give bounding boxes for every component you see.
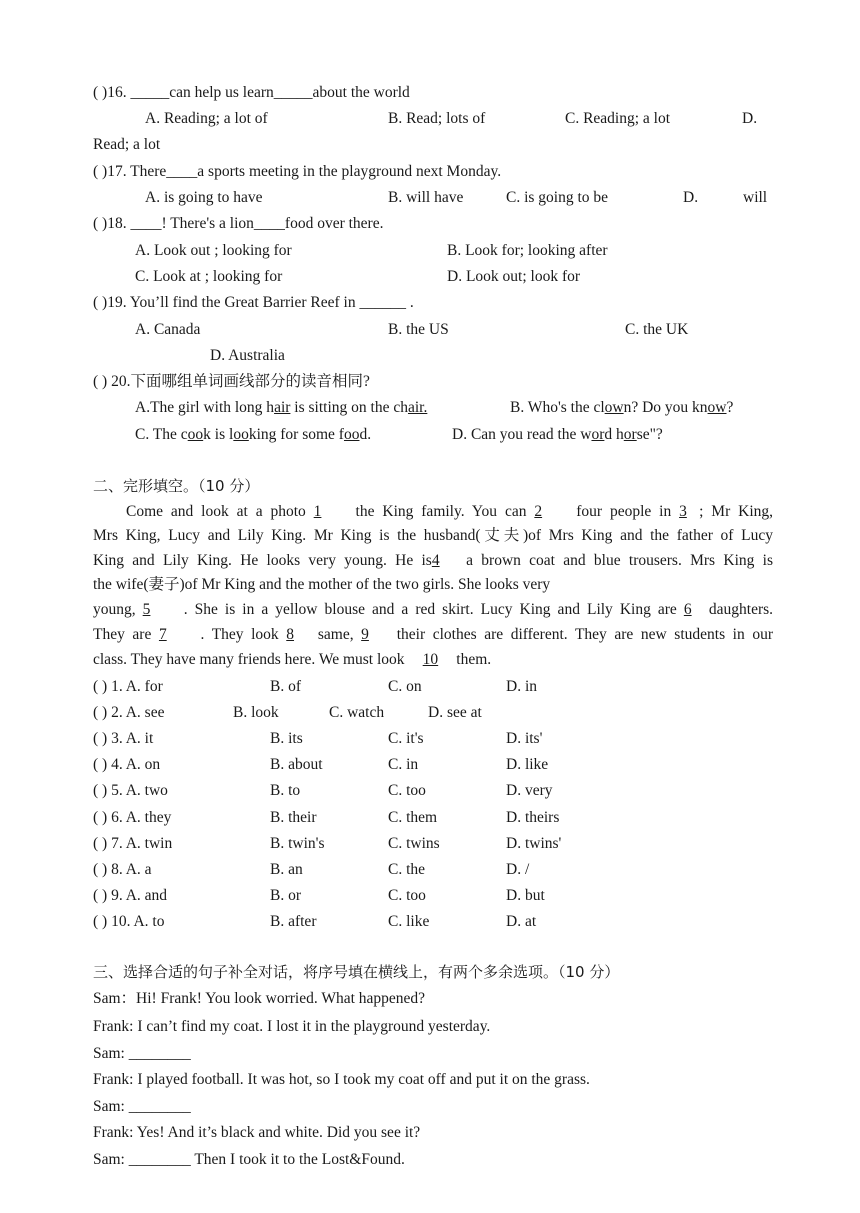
- cloze-blank: 6: [683, 601, 692, 618]
- q16-option-a: A. Reading; a lot of: [145, 110, 268, 127]
- dialogue-line: Sam: ________ Then I took it to the Lost&Found.: [93, 1151, 405, 1168]
- question-17-stem: ( )17. There____a sports meeting in the playground next Monday.: [93, 163, 502, 180]
- q17-option-b: B. will have: [388, 189, 464, 206]
- cloze-option-9-d: D. but: [506, 887, 545, 904]
- q20-option-d: D. Can you read the word horse"?: [452, 426, 663, 443]
- q17-option-c: C. is going to be: [506, 189, 609, 206]
- cloze-option-2-b: B. look: [233, 704, 279, 721]
- cloze-option-6-d: D. theirs: [506, 809, 560, 826]
- cloze-option-10: ( ) 10. A. to: [93, 913, 165, 930]
- cloze-option-3-b: B. its: [270, 730, 303, 747]
- underlined-sound: oo: [187, 426, 204, 443]
- question-19-stem: ( )19. You’ll find the Great Barrier Reef in ______ .: [93, 294, 414, 311]
- question-18-stem: ( )18. ____! There's a lion____food over there.: [93, 215, 384, 232]
- underlined-sound: oo: [233, 426, 249, 443]
- cloze-option-9: ( ) 9. A. and: [93, 887, 168, 904]
- cloze-option-4: ( ) 4. A. on: [93, 756, 161, 773]
- question-20-stem: ( ) 20.下面哪组单词画线部分的读音相同?: [93, 373, 370, 390]
- q18-option-c: C. Look at ; looking for: [135, 268, 283, 285]
- cloze-option-8-b: B. an: [270, 861, 303, 878]
- dialogue-heading: 三、选择合适的句子补全对话，将序号填在横线上，有两个多余选项。（10 分）: [93, 963, 620, 981]
- cloze-option-7-b: B. twin's: [270, 835, 325, 852]
- cloze-option-10-b: B. after: [270, 913, 317, 930]
- dialogue-line: Sam: ________: [93, 1045, 191, 1062]
- cloze-option-7: ( ) 7. A. twin: [93, 835, 173, 852]
- cloze-option-10-d: D. at: [506, 913, 537, 930]
- underlined-sound: air: [274, 399, 291, 416]
- cloze-passage-line-1: Come and look at a photo 1 the King family. You can 2 four people in 3 ; Mr King,: [126, 503, 773, 520]
- cloze-option-6: ( ) 6. A. they: [93, 809, 172, 826]
- underlined-sound: oo: [343, 426, 360, 443]
- underlined-sound: ow: [604, 399, 624, 416]
- q20-option-a: A.The girl with long hair is sitting on the chair.: [135, 399, 428, 416]
- cloze-option-1-c: C. on: [388, 678, 422, 695]
- cloze-blank: 9: [361, 626, 369, 643]
- cloze-blank: 1: [313, 503, 322, 520]
- q18-option-d: D. Look out; look for: [447, 268, 581, 285]
- cloze-blank: 4: [431, 552, 440, 569]
- q16-option-c: C. Reading; a lot: [565, 110, 671, 127]
- question-16-stem: ( )16. _____can help us learn_____about the world: [93, 84, 410, 101]
- cloze-option-3-c: C. it's: [388, 730, 424, 747]
- q17-option-a: A. is going to have: [145, 189, 263, 206]
- cloze-blank: 7: [158, 626, 167, 643]
- cloze-option-2-d: D. see at: [428, 704, 482, 721]
- cloze-blank: 3: [679, 503, 687, 520]
- cloze-option-3-d: D. its': [506, 730, 543, 747]
- cloze-option-4-c: C. in: [388, 756, 419, 773]
- cloze-passage-line-6: They are 7 . They look 8 same, 9 their clothes are different. They are new students in our: [93, 626, 773, 643]
- q20-option-b: B. Who's the clown? Do you know?: [510, 399, 734, 416]
- q19-option-d: D. Australia: [210, 347, 285, 364]
- cloze-option-6-c: C. them: [388, 809, 438, 826]
- cloze-passage-line-4: the wife(妻子)of Mr King and the mother of the two girls. She looks very: [93, 576, 551, 593]
- q18-option-b: B. Look for; looking after: [447, 242, 608, 259]
- q18-option-a: A. Look out ; looking for: [135, 242, 292, 259]
- cloze-option-8: ( ) 8. A. a: [93, 861, 152, 878]
- cloze-blank: 2: [534, 503, 543, 520]
- underlined-sound: air.: [407, 399, 428, 416]
- cloze-option-5-b: B. to: [270, 782, 301, 799]
- underlined-sound: ow: [707, 399, 727, 416]
- cloze-option-9-c: C. too: [388, 887, 426, 904]
- cloze-blank: 5: [142, 601, 151, 618]
- cloze-option-7-c: C. twins: [388, 835, 440, 852]
- q20-option-c: C. The cook is looking for some food.: [135, 426, 372, 443]
- cloze-option-1: ( ) 1. A. for: [93, 678, 163, 695]
- dialogue-line: Sam：Hi! Frank! You look worried. What happened?: [93, 990, 426, 1007]
- cloze-option-1-d: D. in: [506, 678, 537, 695]
- cloze-option-10-c: C. like: [388, 913, 430, 930]
- cloze-option-7-d: D. twins': [506, 835, 562, 852]
- cloze-option-9-b: B. or: [270, 887, 301, 904]
- cloze-option-1-b: B. of: [270, 678, 301, 695]
- dialogue-line: Frank: Yes! And it’s black and white. Did you see it?: [93, 1124, 421, 1141]
- q16-option-b: B. Read; lots of: [388, 110, 486, 127]
- dialogue-line: Sam: ________: [93, 1098, 191, 1115]
- q17-option-d-label: D.: [683, 189, 699, 206]
- cloze-option-5-d: D. very: [506, 782, 553, 799]
- cloze-option-8-d: D. /: [506, 861, 530, 878]
- cloze-option-4-b: B. about: [270, 756, 323, 773]
- q19-option-c: C. the UK: [625, 321, 689, 338]
- cloze-option-2-c: C. watch: [329, 704, 385, 721]
- cloze-passage-line-7: class. They have many friends here. We must look 10 them.: [93, 651, 492, 668]
- cloze-option-8-c: C. the: [388, 861, 426, 878]
- q17-option-d-text: will: [743, 189, 768, 206]
- cloze-passage-line-5: young, 5 . She is in a yellow blouse and a red skirt. Lucy King and Lily King are 6 daughters.: [93, 601, 774, 618]
- cloze-option-5-c: C. too: [388, 782, 426, 799]
- cloze-blank: 10: [422, 651, 439, 668]
- q16-option-d-text: Read; a lot: [93, 136, 161, 153]
- q16-option-d-label: D.: [742, 110, 758, 127]
- underlined-sound: or: [591, 426, 605, 443]
- dialogue-line: Frank: I played football. It was hot, so I took my coat off and put it on the grass.: [93, 1071, 590, 1088]
- dialogue-line: Frank: I can’t find my coat. I lost it in the playground yesterday.: [93, 1018, 491, 1035]
- cloze-passage-line-3: King and Lily King. He looks very young. He is4 a brown coat and blue trousers. Mrs King is: [93, 552, 773, 569]
- cloze-passage-line-2: Mrs King, Lucy and Lily King. Mr King is the husband(丈夫)of Mrs King and the father of Lucy: [93, 527, 773, 544]
- q19-option-a: A. Canada: [135, 321, 201, 338]
- cloze-option-5: ( ) 5. A. two: [93, 782, 168, 799]
- q19-option-b: B. the US: [388, 321, 449, 338]
- cloze-option-2: ( ) 2. A. see: [93, 704, 165, 721]
- cloze-option-3: ( ) 3. A. it: [93, 730, 154, 747]
- cloze-option-6-b: B. their: [270, 809, 317, 826]
- cloze-option-4-d: D. like: [506, 756, 549, 773]
- cloze-blank: 8: [286, 626, 295, 643]
- underlined-sound: or: [623, 426, 637, 443]
- cloze-heading: 二、完形填空。（10 分）: [93, 477, 260, 495]
